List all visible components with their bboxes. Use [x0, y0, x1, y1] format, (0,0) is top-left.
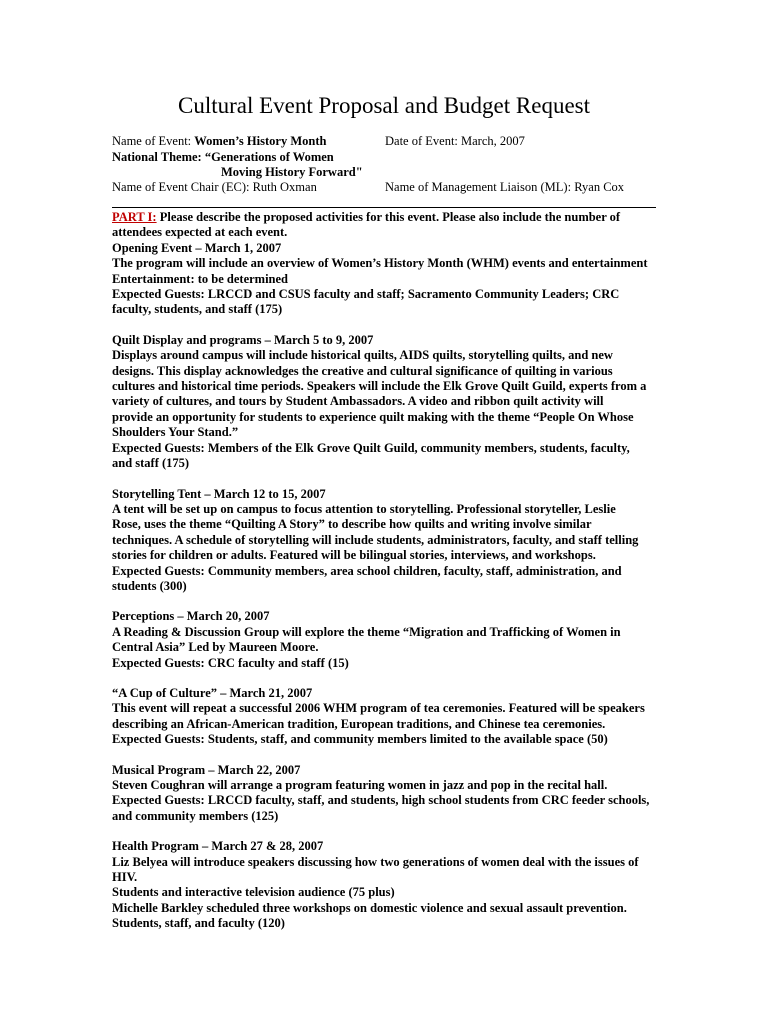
- body-line: HIV.: [112, 870, 138, 885]
- paragraph-gap: [112, 318, 660, 333]
- paragraph-gap: [112, 472, 660, 487]
- part1-intro-line1: Please describe the proposed activities for this event. Please also include the number of: [159, 210, 621, 224]
- body-line: “A Cup of Culture” – March 21, 2007: [112, 685, 313, 700]
- body-line: techniques. A schedule of storytelling will include students, administrators, faculty, and staff telling: [112, 532, 639, 547]
- body-line: provide an opportunity for students to experience quilt making with the theme “People On Whose: [112, 409, 634, 424]
- national-theme-label: National Theme:: [112, 150, 202, 164]
- body-line: Quilt Display and programs – March 5 to 9, 2007: [112, 332, 374, 347]
- body-line: Expected Guests: LRCCD faculty, staff, and students, high school students from CRC feeder schools,: [112, 793, 650, 808]
- body-line: Students, staff, and faculty (120): [112, 916, 285, 931]
- body-line: and staff (175): [112, 456, 190, 471]
- body-line: Expected Guests: Students, staff, and community members limited to the available space (50): [112, 732, 608, 747]
- body-line: Expected Guests: CRC faculty and staff (15): [112, 655, 349, 670]
- body-line: A Reading & Discussion Group will explore the theme “Migration and Trafficking of Women in: [112, 624, 621, 639]
- body-line: faculty, students, and staff (175): [112, 302, 283, 317]
- body-line: students (300): [112, 578, 187, 593]
- body-line: Expected Guests: Community members, area school children, faculty, staff, administration, and: [112, 563, 622, 578]
- body-line: Entertainment: to be determined: [112, 271, 289, 286]
- header-divider: [112, 207, 656, 208]
- body-line: Liz Belyea will introduce speakers discussing how two generations of women deal with the issues of: [112, 854, 639, 869]
- paragraph-gap: [112, 824, 660, 839]
- body-line: Storytelling Tent – March 12 to 15, 2007: [112, 486, 326, 501]
- part1-intro: [112, 210, 660, 225]
- body-line: The program will include an overview of Women’s History Month (WHM) events and entertainment: [112, 256, 648, 271]
- national-theme-line2: Moving History Forward": [221, 165, 363, 179]
- body-line: Displays around campus will include historical quilts, AIDS quilts, storytelling quilts, and new: [112, 348, 613, 363]
- body-line: This event will repeat a successful 2006 WHM program of tea ceremonies. Featured will be speakers: [112, 701, 645, 716]
- body-line: describing an African-American tradition, European traditions, and Chinese tea ceremonies.: [112, 716, 606, 731]
- management-liaison-label: Name of Management Liaison (ML):: [385, 180, 572, 194]
- body-line: Students and interactive television audience (75 plus): [112, 885, 395, 900]
- document-body: [112, 210, 660, 932]
- document-title: Cultural Event Proposal and Budget Request: [177, 93, 591, 118]
- event-chair-value: Ruth Oxman: [252, 180, 317, 194]
- management-liaison-row: [385, 180, 624, 195]
- body-line: variety of cultures, and tours by Student Ambassadors. A video and ribbon quilt activity will: [112, 394, 604, 409]
- event-date-row: [385, 134, 525, 149]
- event-date-label: Date of Event:: [385, 134, 458, 148]
- body-line: Central Asia” Led by Maureen Moore.: [112, 640, 319, 655]
- body-line: cultures and historical time periods. Speakers will include the Elk Grove Quilt Guild, experts from a: [112, 379, 647, 394]
- body-line: stories for children or adults. Featured will be bilingual stories, interviews, and workshops.: [112, 548, 596, 563]
- part1-label: PART I:: [112, 210, 157, 224]
- body-line: Perceptions – March 20, 2007: [112, 609, 270, 624]
- event-chair-label: Name of Event Chair (EC):: [112, 180, 250, 194]
- body-line: A tent will be set up on campus to focus attention to storytelling. Professional storyteller, Leslie: [112, 501, 616, 516]
- body-line: and community members (125): [112, 808, 279, 823]
- body-line: Michelle Barkley scheduled three workshops on domestic violence and sexual assault prevention.: [112, 900, 627, 915]
- management-liaison-value: Ryan Cox: [574, 180, 625, 194]
- part1-intro-line2: attendees expected at each event.: [112, 225, 288, 240]
- event-chair-row: [112, 180, 317, 195]
- body-line: designs. This display acknowledges the creative and cultural significance of quilting in various: [112, 363, 613, 378]
- body-line: Shoulders Your Stand.”: [112, 425, 239, 440]
- paragraph-gap: [112, 748, 660, 763]
- national-theme-line1: “Generations of Women: [204, 150, 334, 164]
- national-theme-row: [112, 150, 334, 165]
- event-name-value: Women’s History Month: [194, 134, 327, 148]
- body-line: Opening Event – March 1, 2007: [112, 240, 282, 255]
- event-name-row: [112, 134, 326, 149]
- body-line: Rose, uses the theme “Quilting A Story” to describe how quilts and writing involve similar: [112, 517, 592, 532]
- event-name-label: Name of Event:: [112, 134, 192, 148]
- body-line: Expected Guests: Members of the Elk Grove Quilt Guild, community members, students, faculty,: [112, 440, 630, 455]
- event-date-value: March, 2007: [461, 134, 525, 148]
- body-line: Health Program – March 27 & 28, 2007: [112, 839, 324, 854]
- body-line: Expected Guests: LRCCD and CSUS faculty and staff; Sacramento Community Leaders; CRC: [112, 287, 620, 302]
- body-line: Musical Program – March 22, 2007: [112, 762, 301, 777]
- paragraph-gap: [112, 671, 660, 686]
- body-line: Steven Coughran will arrange a program featuring women in jazz and pop in the recital hall.: [112, 778, 608, 792]
- paragraph-gap: [112, 594, 660, 609]
